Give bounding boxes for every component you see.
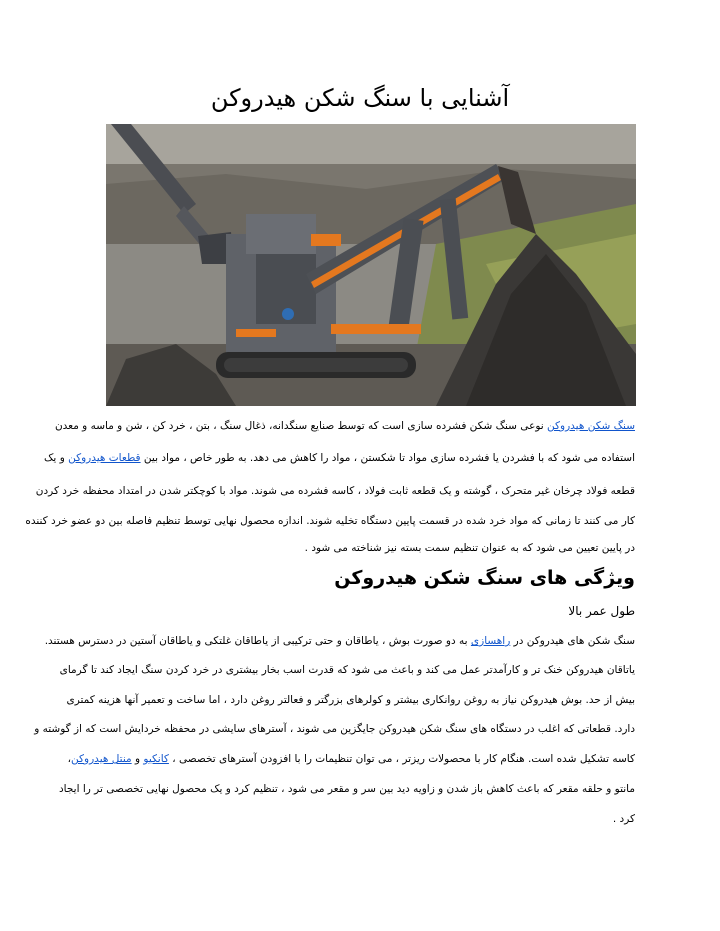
paragraph-2-line-4: دارد. قطعاتی که اغلب در دستگاه های سنگ شکن هیدروکن جایگزین می شوند ، آسترهای سایشی در محفظه خردایش است که از گوشته و — [34, 723, 635, 735]
text-span: و — [131, 753, 144, 765]
page-title: آشنایی با سنگ شکن هیدروکن — [210, 84, 510, 112]
paragraph-1-line-2 — [44, 452, 635, 464]
paragraph-2-line-2: یاتاقان هیدروکن خنک تر و کارآمدتر عمل می کند و باعث می شود که قدرت اسب بخار بیشتری در خرد کردن سنگ ایجاد کند تا گرمای — [59, 664, 635, 676]
text-span: سنگ شکن های هیدروکن در — [510, 635, 635, 647]
link-concave[interactable]: کانکیو — [143, 753, 169, 765]
mobile-crusher-photo — [106, 124, 636, 406]
paragraph-2-line-5 — [68, 753, 635, 765]
link-hydrocone-parts[interactable]: قطعات هیدروکن — [68, 452, 141, 464]
link-hydrocone-crusher[interactable]: سنگ شکن هیدروکن — [547, 420, 635, 432]
paragraph-2-line-7: کرد . — [612, 813, 635, 825]
text-span: استفاده می شود که با فشردن یا فشرده سازی مواد تا شکستن ، مواد را کاهش می دهد. به طور خاص ، مواد بین — [140, 452, 635, 464]
paragraph-2-line-1 — [45, 635, 635, 647]
paragraph-1-line-1 — [55, 420, 635, 432]
paragraph-2-line-6: مانتو و حلقه مقعر که باعث کاهش باز شدن و زاویه دید بین سر و مقعر می شود ، تنظیم کرد و یک محصول نهایی تخصصی تر را ایجاد — [59, 783, 635, 795]
text-span: و یک — [44, 452, 69, 464]
crusher-illustration — [106, 124, 636, 406]
paragraph-2-line-3: بیش از حد. بوش هیدروکن نیاز به روغن روانکاری بیشتر و کولرهای بزرگتر و فعالتر روغن دارد ، اما ساخت و تعمیر آنها هزینه کمتری — [66, 694, 635, 706]
link-road-construction[interactable]: راهسازی — [470, 635, 511, 647]
text-span: نوعی سنگ شکن فشرده سازی است که توسط صنایع سنگدانه، ذغال سنگ ، بتن ، خرد کن ، شن و ماسه و معدن — [54, 420, 548, 432]
text-span: به دو صورت بوش ، یاطاقان و حتی ترکیبی از یاطاقان غلتکی و یاطاقان آستین در دسترس هستند. — [44, 635, 471, 647]
section-heading: ویژگی های سنگ شکن هیدروکن — [334, 567, 635, 589]
subheading: طول عمر بالا — [568, 604, 635, 618]
paragraph-1-line-5: در پایین تعیین می شود که به عنوان تنظیم سمت بسته نیز شناخته می شود . — [304, 542, 635, 554]
paragraph-1-line-4: کار می کنند تا زمانی که مواد خرد شده در قسمت پایین دستگاه تخلیه شوند. اندازه محصول نهایی توسط تنظیم فاصله بین دو عضو خرد کننده — [25, 515, 635, 527]
link-hydrocone-mantle[interactable]: منتل هیدروکن — [71, 753, 132, 765]
text-span: ، — [67, 753, 72, 765]
text-span: کاسه تشکیل شده است. هنگام کار با محصولات ریزتر ، می توان تنظیمات را با افزودن آسترهای تخصصی ، — [168, 753, 635, 765]
paragraph-1-line-3: قطعه فولاد چرخان غیر متحرک ، گوشته و یک قطعه ثابت فولاد ، کاسه فشرده می شوند. مواد با کوچکتر شدن در امتداد محفظه خرد کردن — [35, 485, 635, 497]
